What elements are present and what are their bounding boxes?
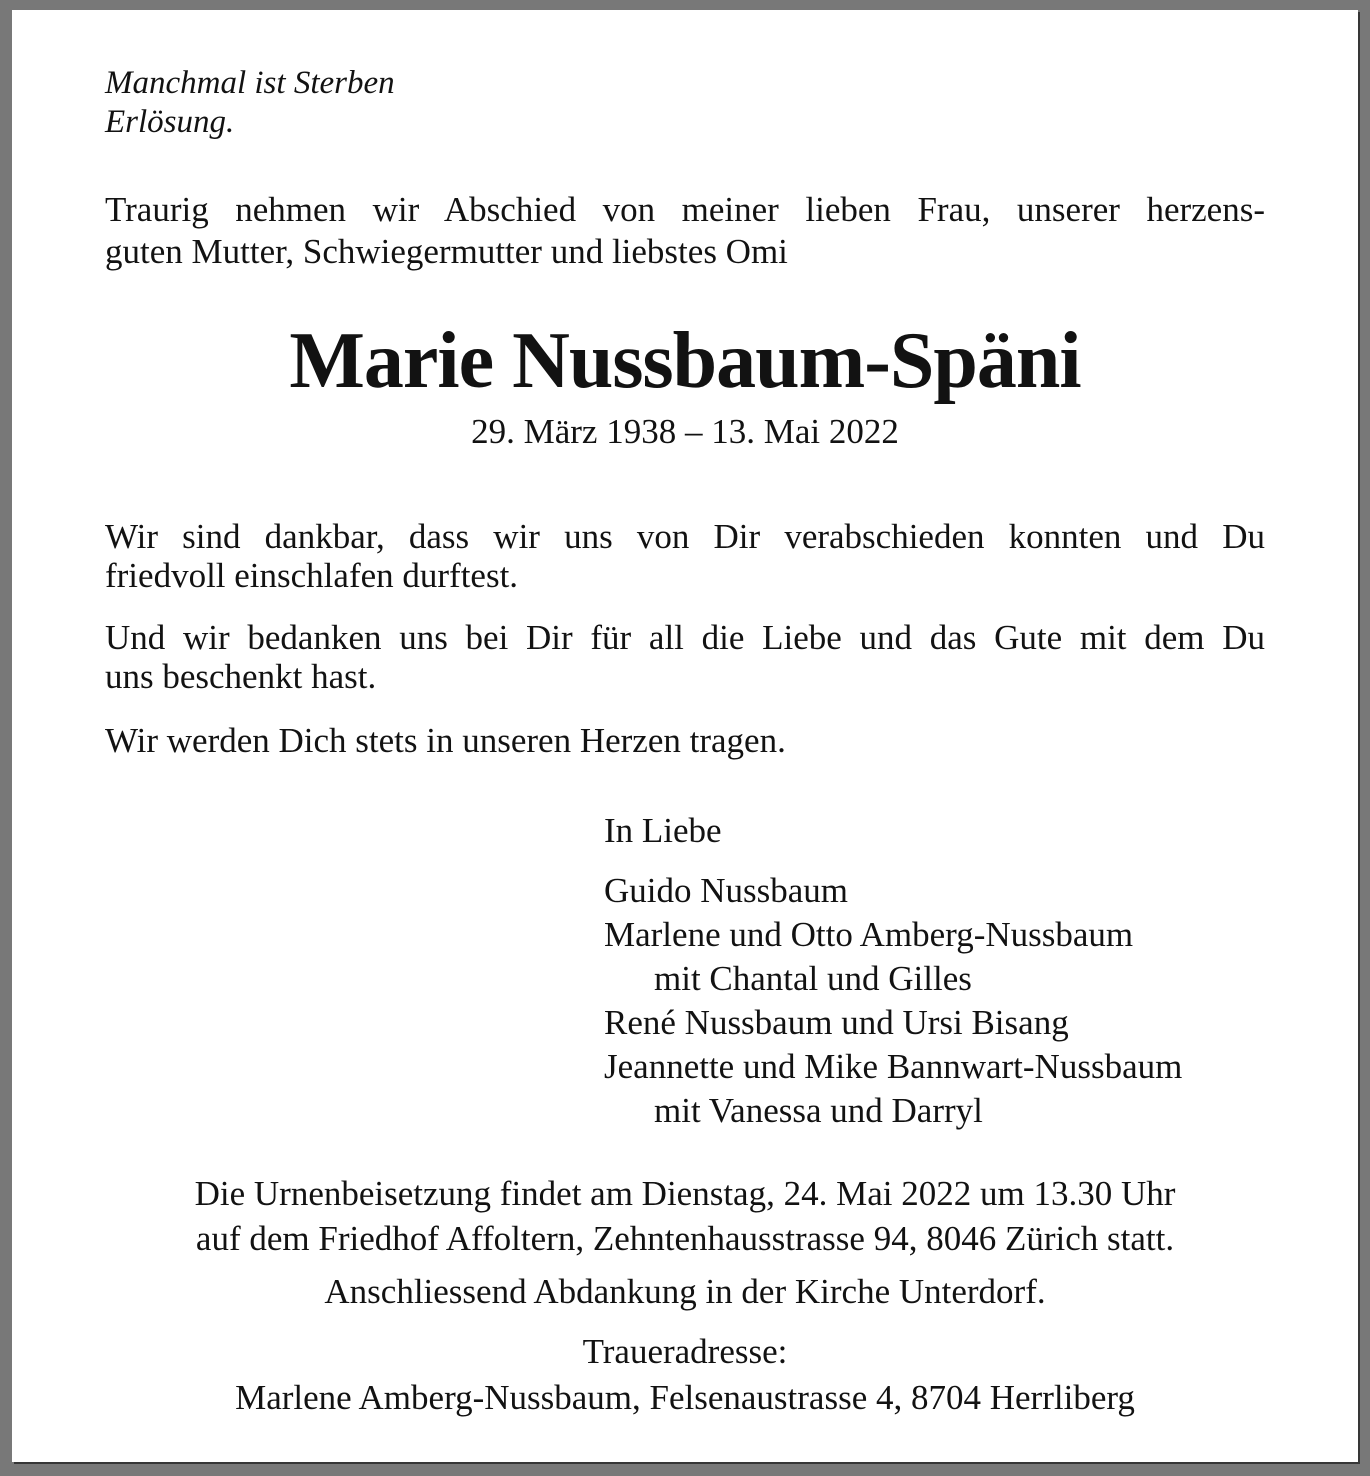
condolence-address [105, 1329, 1265, 1421]
mourner-line: Guido Nussbaum [604, 871, 849, 910]
epigraph-line: Erlösung. [105, 104, 235, 140]
obituary-notice [12, 10, 1358, 1462]
paragraph-line: Wir sind dankbar, dass wir uns von Dir verabschieden konnten und Du [105, 517, 1265, 556]
remembrance-paragraph [105, 721, 1265, 760]
paragraph-line: Wir werden Dich stets in unseren Herzen tragen. [105, 721, 786, 760]
thanks-paragraph [105, 618, 1265, 696]
mourners-list [604, 869, 1265, 1133]
intro-paragraph [105, 189, 1265, 273]
condolence-address-label: Traueradresse: [582, 1332, 788, 1371]
paragraph-line: Und wir bedanken uns bei Dir für all die Liebe und das Gute mit dem Du [105, 618, 1265, 657]
condolence-address-value: Marlene Amberg-Nussbaum, Felsenaustrasse 4, 8704 Herrliberg [235, 1378, 1135, 1417]
paragraph-line: uns beschenkt hast. [105, 657, 377, 696]
epigraph [105, 64, 1265, 142]
mourner-line: Jeannette und Mike Bannwart-Nussbaum [604, 1047, 1183, 1086]
intro-line: Traurig nehmen wir Abschied von meiner lieben Frau, unserer herzens- [105, 190, 1265, 229]
deceased-name: Marie Nussbaum-Späni [289, 317, 1081, 405]
mourner-line: Marlene und Otto Amberg-Nussbaum [604, 915, 1134, 954]
gratitude-paragraph [105, 517, 1265, 595]
salutation: In Liebe [604, 811, 722, 850]
funeral-info [105, 1171, 1265, 1261]
service-info: Anschliessend Abdankung in der Kirche Unterdorf. [324, 1272, 1046, 1311]
mourner-line: mit Vanessa und Darryl [654, 1091, 983, 1130]
funeral-line: Die Urnenbeisetzung findet am Dienstag, 24. Mai 2022 um 13.30 Uhr [194, 1174, 1176, 1213]
epigraph-line: Manchmal ist Sterben [105, 65, 395, 101]
mourner-line: René Nussbaum und Ursi Bisang [604, 1003, 1069, 1042]
intro-line: guten Mutter, Schwiegermutter und liebstes Omi [105, 232, 788, 271]
funeral-line: auf dem Friedhof Affoltern, Zehntenhausstrasse 94, 8046 Zürich statt. [195, 1219, 1175, 1258]
mourner-line: mit Chantal und Gilles [654, 959, 972, 998]
life-dates: 29. März 1938 – 13. Mai 2022 [471, 412, 899, 451]
paragraph-line: friedvoll einschlafen durftest. [105, 556, 519, 595]
